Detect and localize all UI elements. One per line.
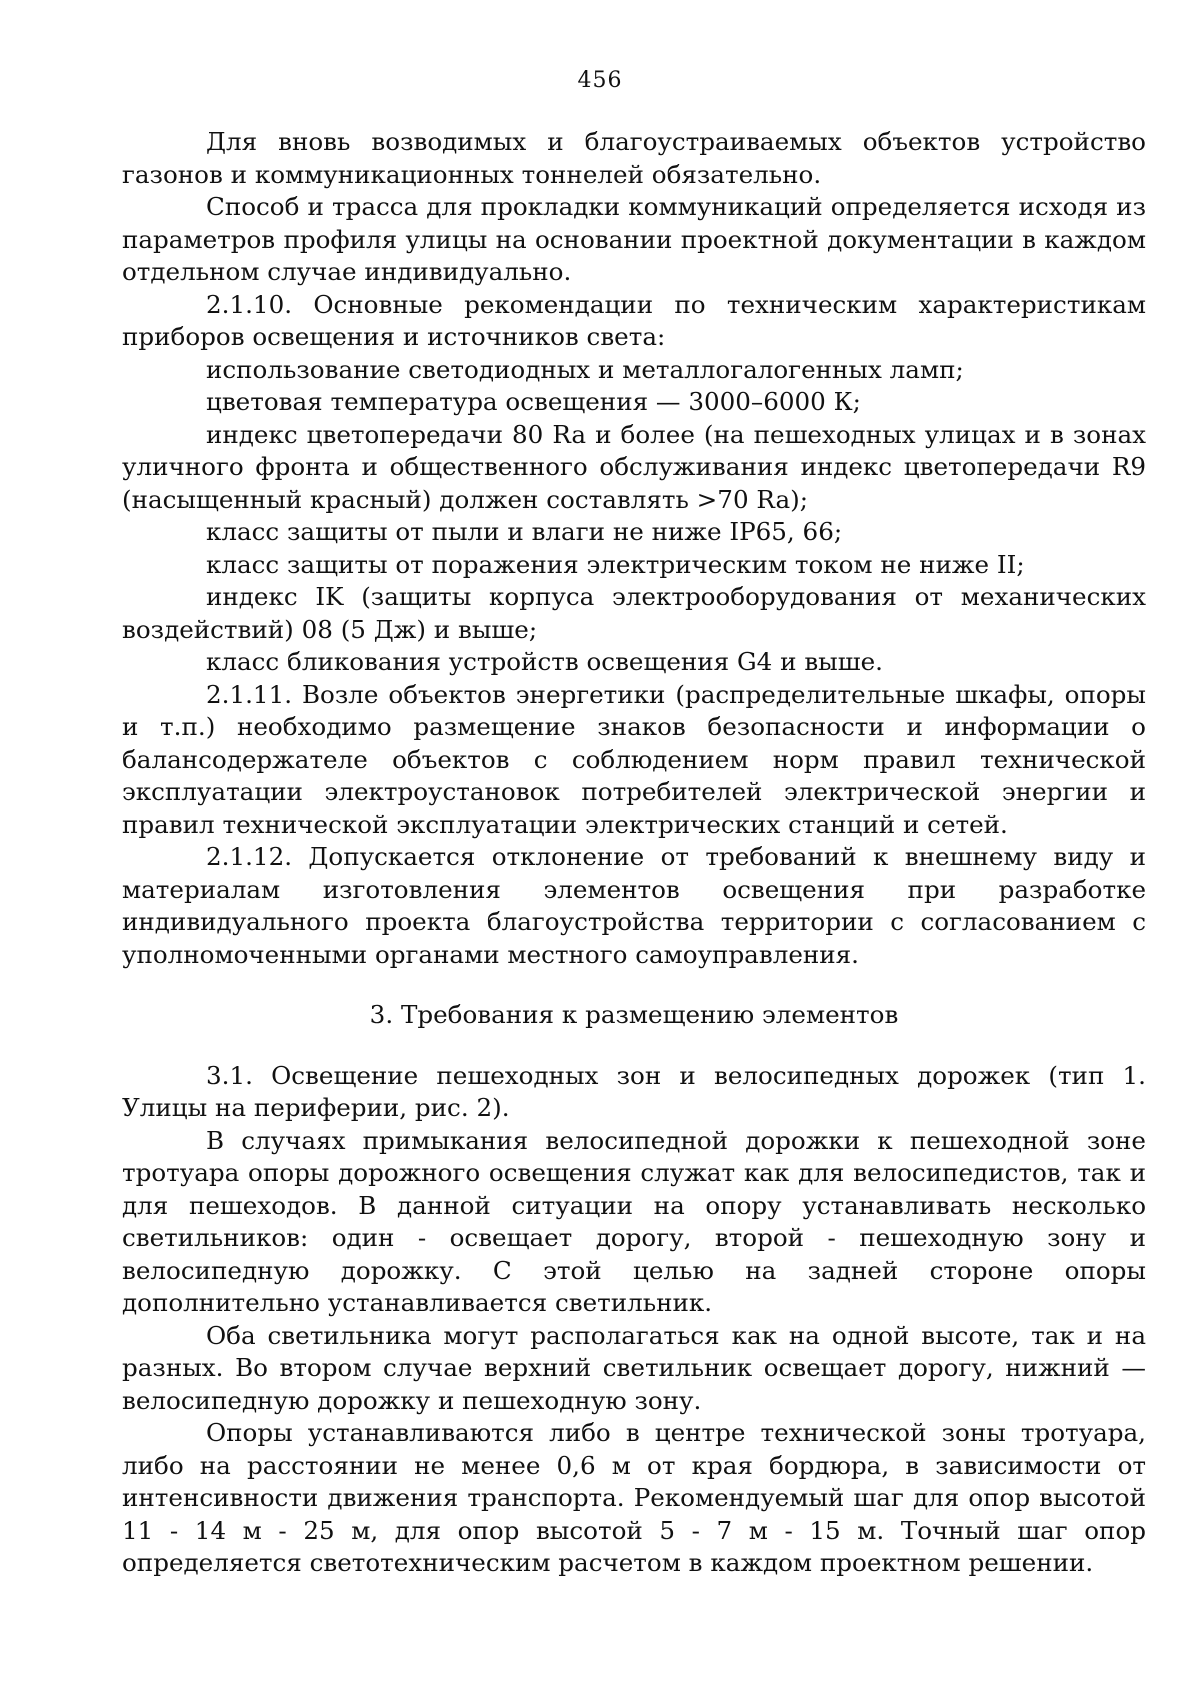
list-item-lamps: использование светодиодных и металлогалогенных ламп; — [206, 354, 964, 384]
paragraph-luminaire-heights: Оба светильника могут располагаться как на одной высоте, так и на разных. Во втором случае верхний светильник освещает дорогу, нижний — велосипедную дорожку и пешеходную зону. — [122, 1320, 1146, 1415]
paragraph-bike-lane-lighting: В случаях примыкания велосипедной дорожки к пешеходной зоне тротуара опоры дорожного освещения служат как для велосипедистов, так и для пешеходов. В данной ситуации на опору устанавливать несколько светильников: один - освещает дорогу, второй - пешеходную зону и велосипедную дорожку. С этой целью на задней стороне опоры дополнительно устанавливается светильник. — [122, 1125, 1146, 1317]
paragraph-pole-placement: Опоры устанавливаются либо в центре технической зоны тротуара, либо на расстоянии не менее 0,6 м от края бордюра, в зависимости от интенсивности движения транспорта. Рекомендуемый шаг для опор высотой 11 - 14 м - 25 м, для опор высотой 5 - 7 м - 15 м. Точный шаг опор определяется светотехническим расчетом в каждом проектном решении. — [122, 1418, 1146, 1577]
list-item-color-rendering: индекс цветопередачи 80 Ra и более (на пешеходных улицах и в зонах уличного фронта и общественного обслуживания индекс цветопередачи R9 (насыщенный красный) должен составлять >70 Ra); — [122, 419, 1146, 514]
list-item-color-temperature: цветовая температура освещения — 3000–6000 К; — [206, 387, 861, 416]
list-item-glare-class: класс бликования устройств освещения G4 и выше. — [206, 647, 883, 676]
page-number: 456 — [577, 68, 623, 93]
paragraph-3-1: 3.1. Освещение пешеходных зон и велосипедных дорожек (тип 1. Улицы на периферии, рис. 2). — [122, 1060, 1146, 1122]
list-item-shock-protection: класс защиты от поражения электрическим током не ниже II; — [206, 549, 1025, 579]
document-body — [122, 126, 1146, 1580]
paragraph-2-1-12: 2.1.12. Допускается отклонение от требований к внешнему виду и материалам изготовления элементов освещения при разработке индивидуального проекта благоустройства территории с согласованием с уполномоченными органами местного самоуправления. — [122, 842, 1146, 969]
paragraph-2-1-11: 2.1.11. Возле объектов энергетики (распределительные шкафы, опоры и т.п.) необходимо размещение знаков безопасности и информации о балансодержателе объектов с соблюдением норм правил технической эксплуатации электроустановок потребителей электрической энергии и правил технической эксплуатации электрических станций и сетей. — [122, 679, 1146, 839]
paragraph-communications-route: Способ и трасса для прокладки коммуникаций определяется исходя из параметров профиля улицы на основании проектной документации в каждом отдельном случае индивидуально. — [122, 192, 1146, 286]
paragraph-2-1-10: 2.1.10. Основные рекомендации по техническим характеристикам приборов освещения и источников света: — [122, 289, 1146, 351]
list-item-ip-class: класс защиты от пыли и влаги не ниже IP65, 66; — [206, 517, 843, 546]
list-item-ik-index: индекс IK (защиты корпуса электрооборудования от механических воздействий) 08 (5 Дж) и выше; — [122, 582, 1146, 644]
section-heading: 3. Требования к размещению элементов — [369, 1000, 899, 1029]
paragraph-lawns-tunnels: Для вновь возводимых и благоустраиваемых объектов устройство газонов и коммуникационных тоннелей обязательно. — [122, 127, 1146, 189]
